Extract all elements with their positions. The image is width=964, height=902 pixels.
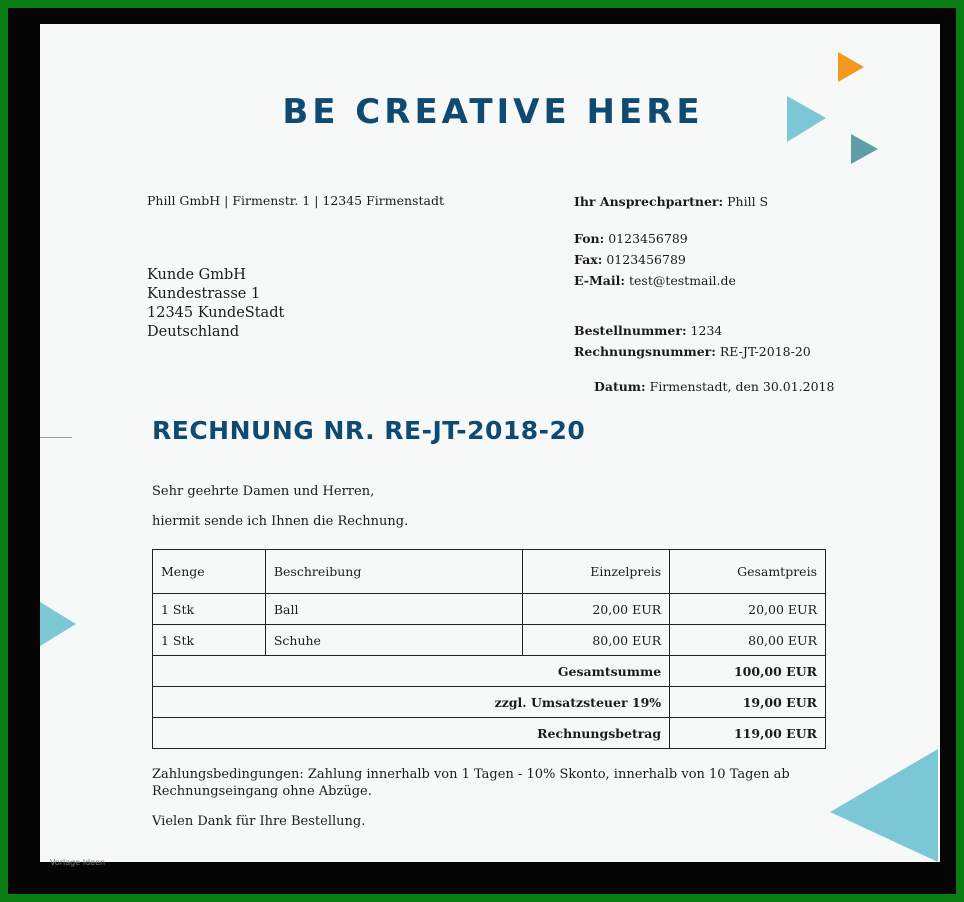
grand-total-value: 119,00 EUR (670, 718, 826, 749)
intro-text: hiermit sende ich Ihnen die Rechnung. (152, 514, 409, 529)
header-menge: Menge (153, 550, 266, 594)
contact-fon: Fon: 0123456789 (574, 231, 688, 246)
cell-beschreibung: Schuhe (265, 625, 523, 656)
total-label: Gesamtsumme (153, 656, 670, 687)
payment-terms: Zahlungsbedingungen: Zahlung innerhalb von 1 Tagen - 10% Skonto, innerhalb von 10 Tagen ab Rechnungseingang ohne Abzüge. (152, 767, 790, 799)
invoice-title: RECHNUNG NR. RE-JT-2018-20 (152, 416, 586, 445)
total-row-umsatzsteuer (153, 687, 826, 718)
invoice-table (152, 549, 826, 749)
greeting: Sehr geehrte Damen und Herren, (152, 484, 375, 499)
invoice-number: Rechnungsnummer: RE-JT-2018-20 (574, 344, 811, 359)
recipient-address (147, 266, 284, 342)
total-row-rechnungsbetrag (153, 718, 826, 749)
recipient-company: Kunde GmbH (147, 267, 246, 283)
cell-gesamtpreis: 20,00 EUR (670, 594, 826, 625)
contact-block (574, 191, 834, 397)
bottom-right-triangle-decoration (830, 749, 940, 862)
fold-mark (40, 437, 72, 438)
contact-partner: Ihr Ansprechpartner: Phill S (574, 194, 769, 209)
contact-email: E-Mail: test@testmail.de (574, 273, 736, 288)
table-row (153, 594, 826, 625)
recipient-street: Kundestrasse 1 (147, 286, 261, 302)
total-value: 100,00 EUR (670, 656, 826, 687)
table-header-row (153, 550, 826, 594)
order-number: Bestellnummer: 1234 (574, 323, 723, 338)
orange-triangle-decoration (838, 52, 868, 84)
thank-you-note: Vielen Dank für Ihre Bestellung. (152, 814, 366, 829)
header-einzelpreis: Einzelpreis (523, 550, 670, 594)
watermark: Vorlage Ideen (50, 858, 106, 867)
teal-triangle-decoration (851, 134, 881, 166)
light-blue-triangle-decoration (787, 96, 829, 144)
cell-menge: 1 Stk (153, 625, 266, 656)
total-row-gesamtsumme (153, 656, 826, 687)
tax-label: zzgl. Umsatzsteuer 19% (153, 687, 670, 718)
table-row (153, 625, 826, 656)
header-beschreibung: Beschreibung (265, 550, 523, 594)
left-edge-triangle-decoration (40, 602, 78, 648)
header-gesamtpreis: Gesamtpreis (670, 550, 826, 594)
invoice-date: Datum: Firmenstadt, den 30.01.2018 (594, 379, 835, 394)
invoice-page (40, 24, 940, 867)
contact-fax: Fax: 0123456789 (574, 252, 686, 267)
sender-line: Phill GmbH | Firmenstr. 1 | 12345 Firmenstadt (147, 193, 444, 208)
cell-einzelpreis: 80,00 EUR (523, 625, 670, 656)
cell-gesamtpreis: 80,00 EUR (670, 625, 826, 656)
tax-value: 19,00 EUR (670, 687, 826, 718)
cell-beschreibung: Ball (265, 594, 523, 625)
outer-frame (8, 8, 956, 894)
grand-total-label: Rechnungsbetrag (153, 718, 670, 749)
cell-einzelpreis: 20,00 EUR (523, 594, 670, 625)
recipient-country: Deutschland (147, 324, 240, 340)
cell-menge: 1 Stk (153, 594, 266, 625)
headline: BE CREATIVE HERE (282, 92, 704, 132)
recipient-city: 12345 KundeStadt (147, 305, 285, 321)
